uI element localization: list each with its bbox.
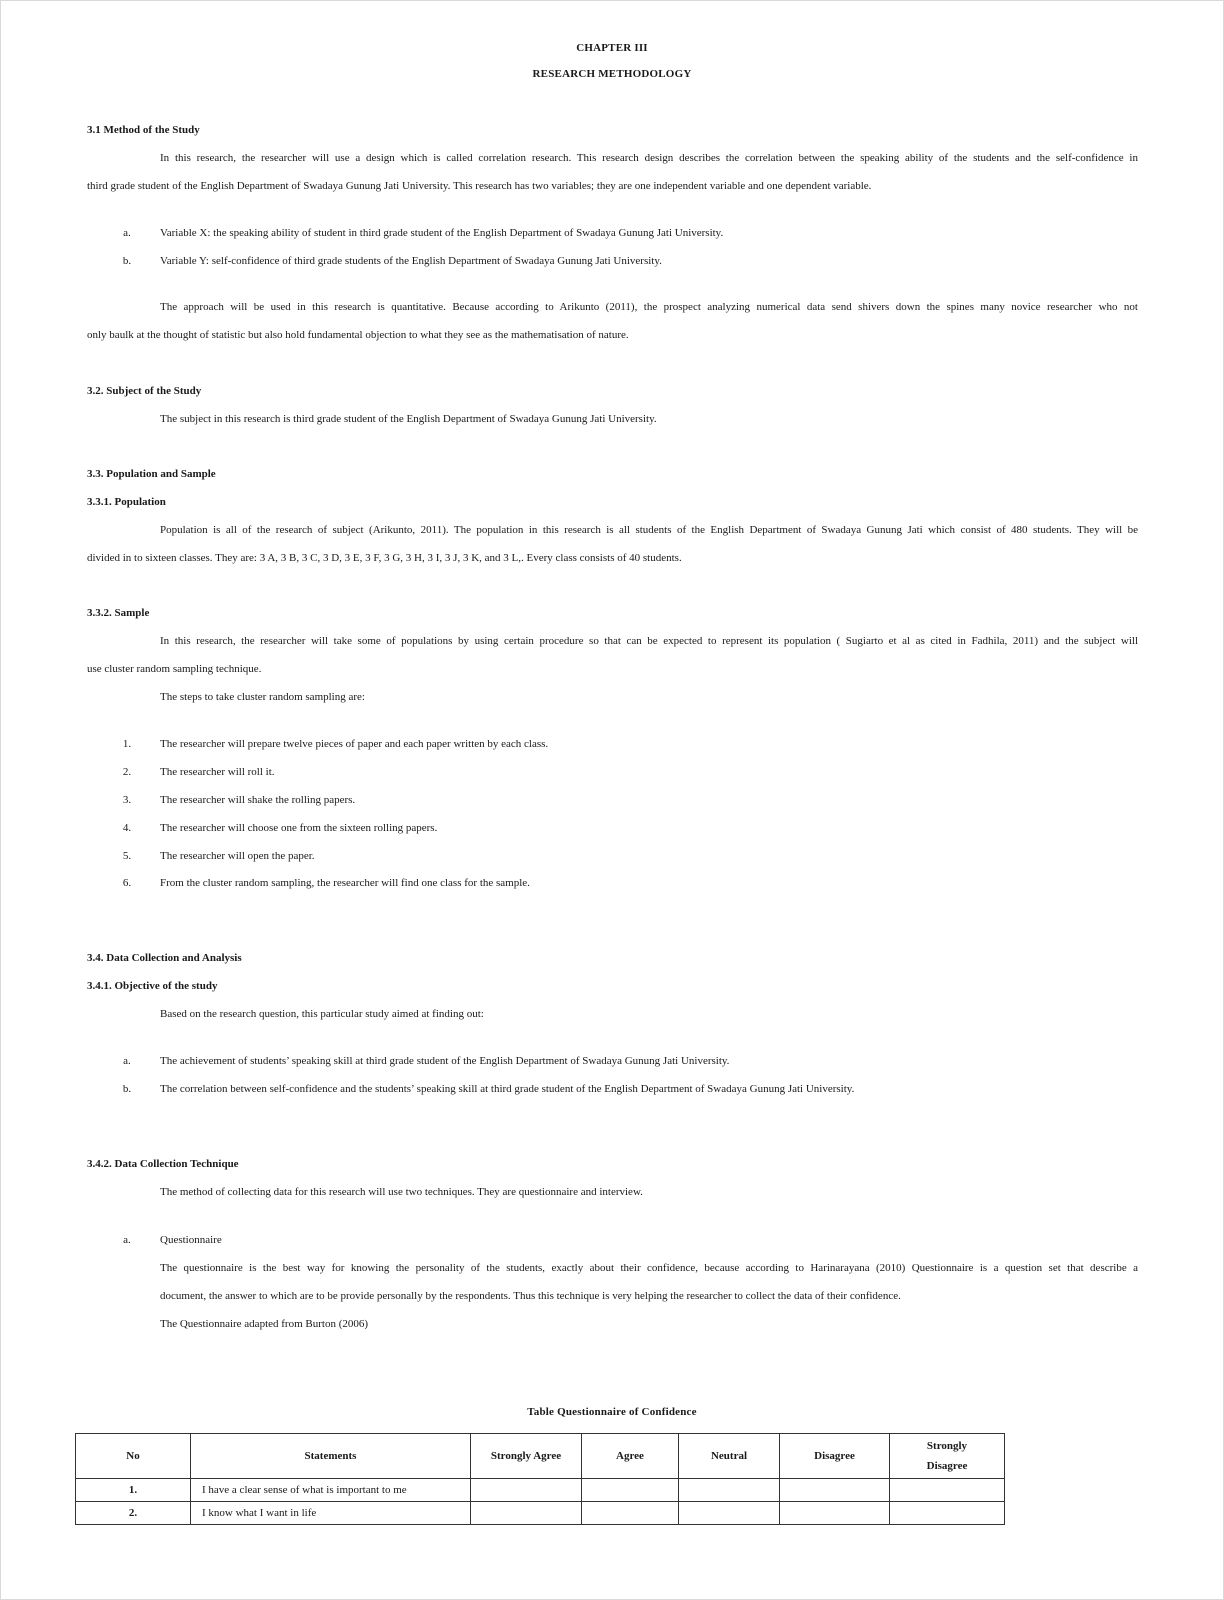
subsection-heading-3-3-2: 3.3.2. Sample — [87, 607, 150, 619]
response-cell — [679, 1479, 780, 1502]
list-marker: b. — [122, 1083, 132, 1095]
list-marker: a. — [123, 1055, 131, 1067]
list-item: The researcher will prepare twelve pieces of paper and each paper written by each class. — [160, 738, 549, 750]
row-number: 1. — [76, 1479, 191, 1502]
list-item-label: Questionnaire — [160, 1234, 222, 1246]
response-cell — [471, 1479, 582, 1502]
column-header: Strongly Disagree — [890, 1434, 1005, 1479]
column-header: Neutral — [679, 1434, 780, 1479]
list-item: The achievement of students’ speaking skill at third grade student of the English Department of Swadaya Gunung Jati University. — [160, 1055, 730, 1067]
paragraph-line: document, the answer to which are to be provide personally by the respondents. Thus this technique is very helping the researcher to collect the data of their confidence. — [160, 1290, 901, 1302]
list-item: The researcher will open the paper. — [160, 850, 315, 862]
table-row — [76, 1502, 1005, 1525]
paragraph-line: Based on the research question, this particular study aimed at finding out: — [160, 1008, 484, 1020]
paragraph-line: third grade student of the English Department of Swadaya Gunung Jati University. This research has two variables; they are one independent variable and one dependent variable. — [87, 180, 872, 192]
paragraph-line: Population is all of the research of subject (Arikunto, 2011). The population in this research is all students of the English Department of Swadaya Gunung Jati which consist of 480 students. They will be — [160, 524, 1138, 536]
paragraph-line: The Questionnaire adapted from Burton (2006) — [160, 1318, 369, 1330]
list-marker: 1. — [122, 738, 132, 750]
row-number: 2. — [76, 1502, 191, 1525]
paragraph-line: The questionnaire is the best way for knowing the personality of the students, exactly about their confidence, because according to Harinarayana (2010) Questionnaire is a question set that describe a — [160, 1262, 1138, 1274]
paragraph-line: The subject in this research is third grade student of the English Department of Swadaya Gunung Jati University. — [160, 413, 657, 425]
list-item: The researcher will shake the rolling papers. — [160, 794, 356, 806]
list-item: From the cluster random sampling, the researcher will find one class for the sample. — [160, 877, 530, 889]
column-header: Strongly Agree — [471, 1434, 582, 1479]
list-marker: a. — [123, 227, 131, 239]
chapter-number: CHAPTER III — [576, 42, 648, 54]
list-marker: 2. — [122, 766, 132, 778]
response-cell — [890, 1502, 1005, 1525]
row-statement: I have a clear sense of what is important to me — [191, 1479, 471, 1502]
paragraph-line: The approach will be used in this research is quantitative. Because according to Arikunto (2011), the prospect analyzing numerical data send shivers down the spines many novice researcher who not — [160, 301, 1138, 313]
response-cell — [890, 1479, 1005, 1502]
list-item: The correlation between self-confidence and the students’ speaking skill at third grade student of the English Department of Swadaya Gunung Jati University. — [160, 1083, 855, 1095]
section-heading-3-4: 3.4. Data Collection and Analysis — [87, 952, 242, 964]
list-marker: b. — [122, 255, 132, 267]
column-header: Agree — [582, 1434, 679, 1479]
subsection-heading-3-3-1: 3.3.1. Population — [87, 496, 166, 508]
column-header: Disagree — [780, 1434, 890, 1479]
list-marker: 4. — [122, 822, 132, 834]
response-cell — [582, 1502, 679, 1525]
subsection-heading-3-4-2: 3.4.2. Data Collection Technique — [87, 1158, 239, 1170]
section-heading-3-2: 3.2. Subject of the Study — [87, 385, 202, 397]
section-heading-3-1: 3.1 Method of the Study — [87, 124, 200, 136]
response-cell — [679, 1502, 780, 1525]
response-cell — [780, 1502, 890, 1525]
chapter-title: RESEARCH METHODOLOGY — [532, 68, 692, 80]
paragraph-line: only baulk at the thought of statistic but also hold fundamental objection to what they see as the mathematisation of nature. — [87, 329, 629, 341]
list-item: The researcher will roll it. — [160, 766, 275, 778]
paragraph-line: use cluster random sampling technique. — [87, 663, 262, 675]
subsection-heading-3-4-1: 3.4.1. Objective of the study — [87, 980, 218, 992]
response-cell — [582, 1479, 679, 1502]
paragraph-line: divided in to sixteen classes. They are: 3 A, 3 B, 3 C, 3 D, 3 E, 3 F, 3 G, 3 H, 3 I, 3 J, 3 K, and 3 L,. Every class consists of 40 students. — [87, 552, 682, 564]
table-caption: Table Questionnaire of Confidence — [527, 1406, 697, 1418]
paragraph-line: In this research, the researcher will use a design which is called correlation research. This research design describes the correlation between the speaking ability of the students and the self-confidence in — [160, 152, 1138, 164]
paragraph-line: The method of collecting data for this research will use two techniques. They are questionnaire and interview. — [160, 1186, 643, 1198]
column-header: Statements — [191, 1434, 471, 1479]
list-item: Variable Y: self-confidence of third grade students of the English Department of Swadaya Gunung Jati University. — [160, 255, 662, 267]
response-cell — [471, 1502, 582, 1525]
response-cell — [780, 1479, 890, 1502]
row-statement: I know what I want in life — [191, 1502, 471, 1525]
list-item: The researcher will choose one from the sixteen rolling papers. — [160, 822, 438, 834]
list-item: Variable X: the speaking ability of student in third grade student of the English Department of Swadaya Gunung Jati University. — [160, 227, 724, 239]
table-header-row — [76, 1434, 1005, 1479]
list-marker: 3. — [122, 794, 132, 806]
column-header: No — [76, 1434, 191, 1479]
section-heading-3-3: 3.3. Population and Sample — [87, 468, 216, 480]
paragraph-line: The steps to take cluster random sampling are: — [160, 691, 365, 703]
list-marker: 6. — [122, 877, 132, 889]
list-marker: a. — [123, 1234, 131, 1246]
list-marker: 5. — [122, 850, 132, 862]
paragraph-line: In this research, the researcher will take some of populations by using certain procedure so that can be expected to represent its population ( Sugiarto et al as cited in Fadhila, 2011) and the subject will — [160, 635, 1138, 647]
questionnaire-table — [75, 1433, 1005, 1525]
table-row — [76, 1479, 1005, 1502]
